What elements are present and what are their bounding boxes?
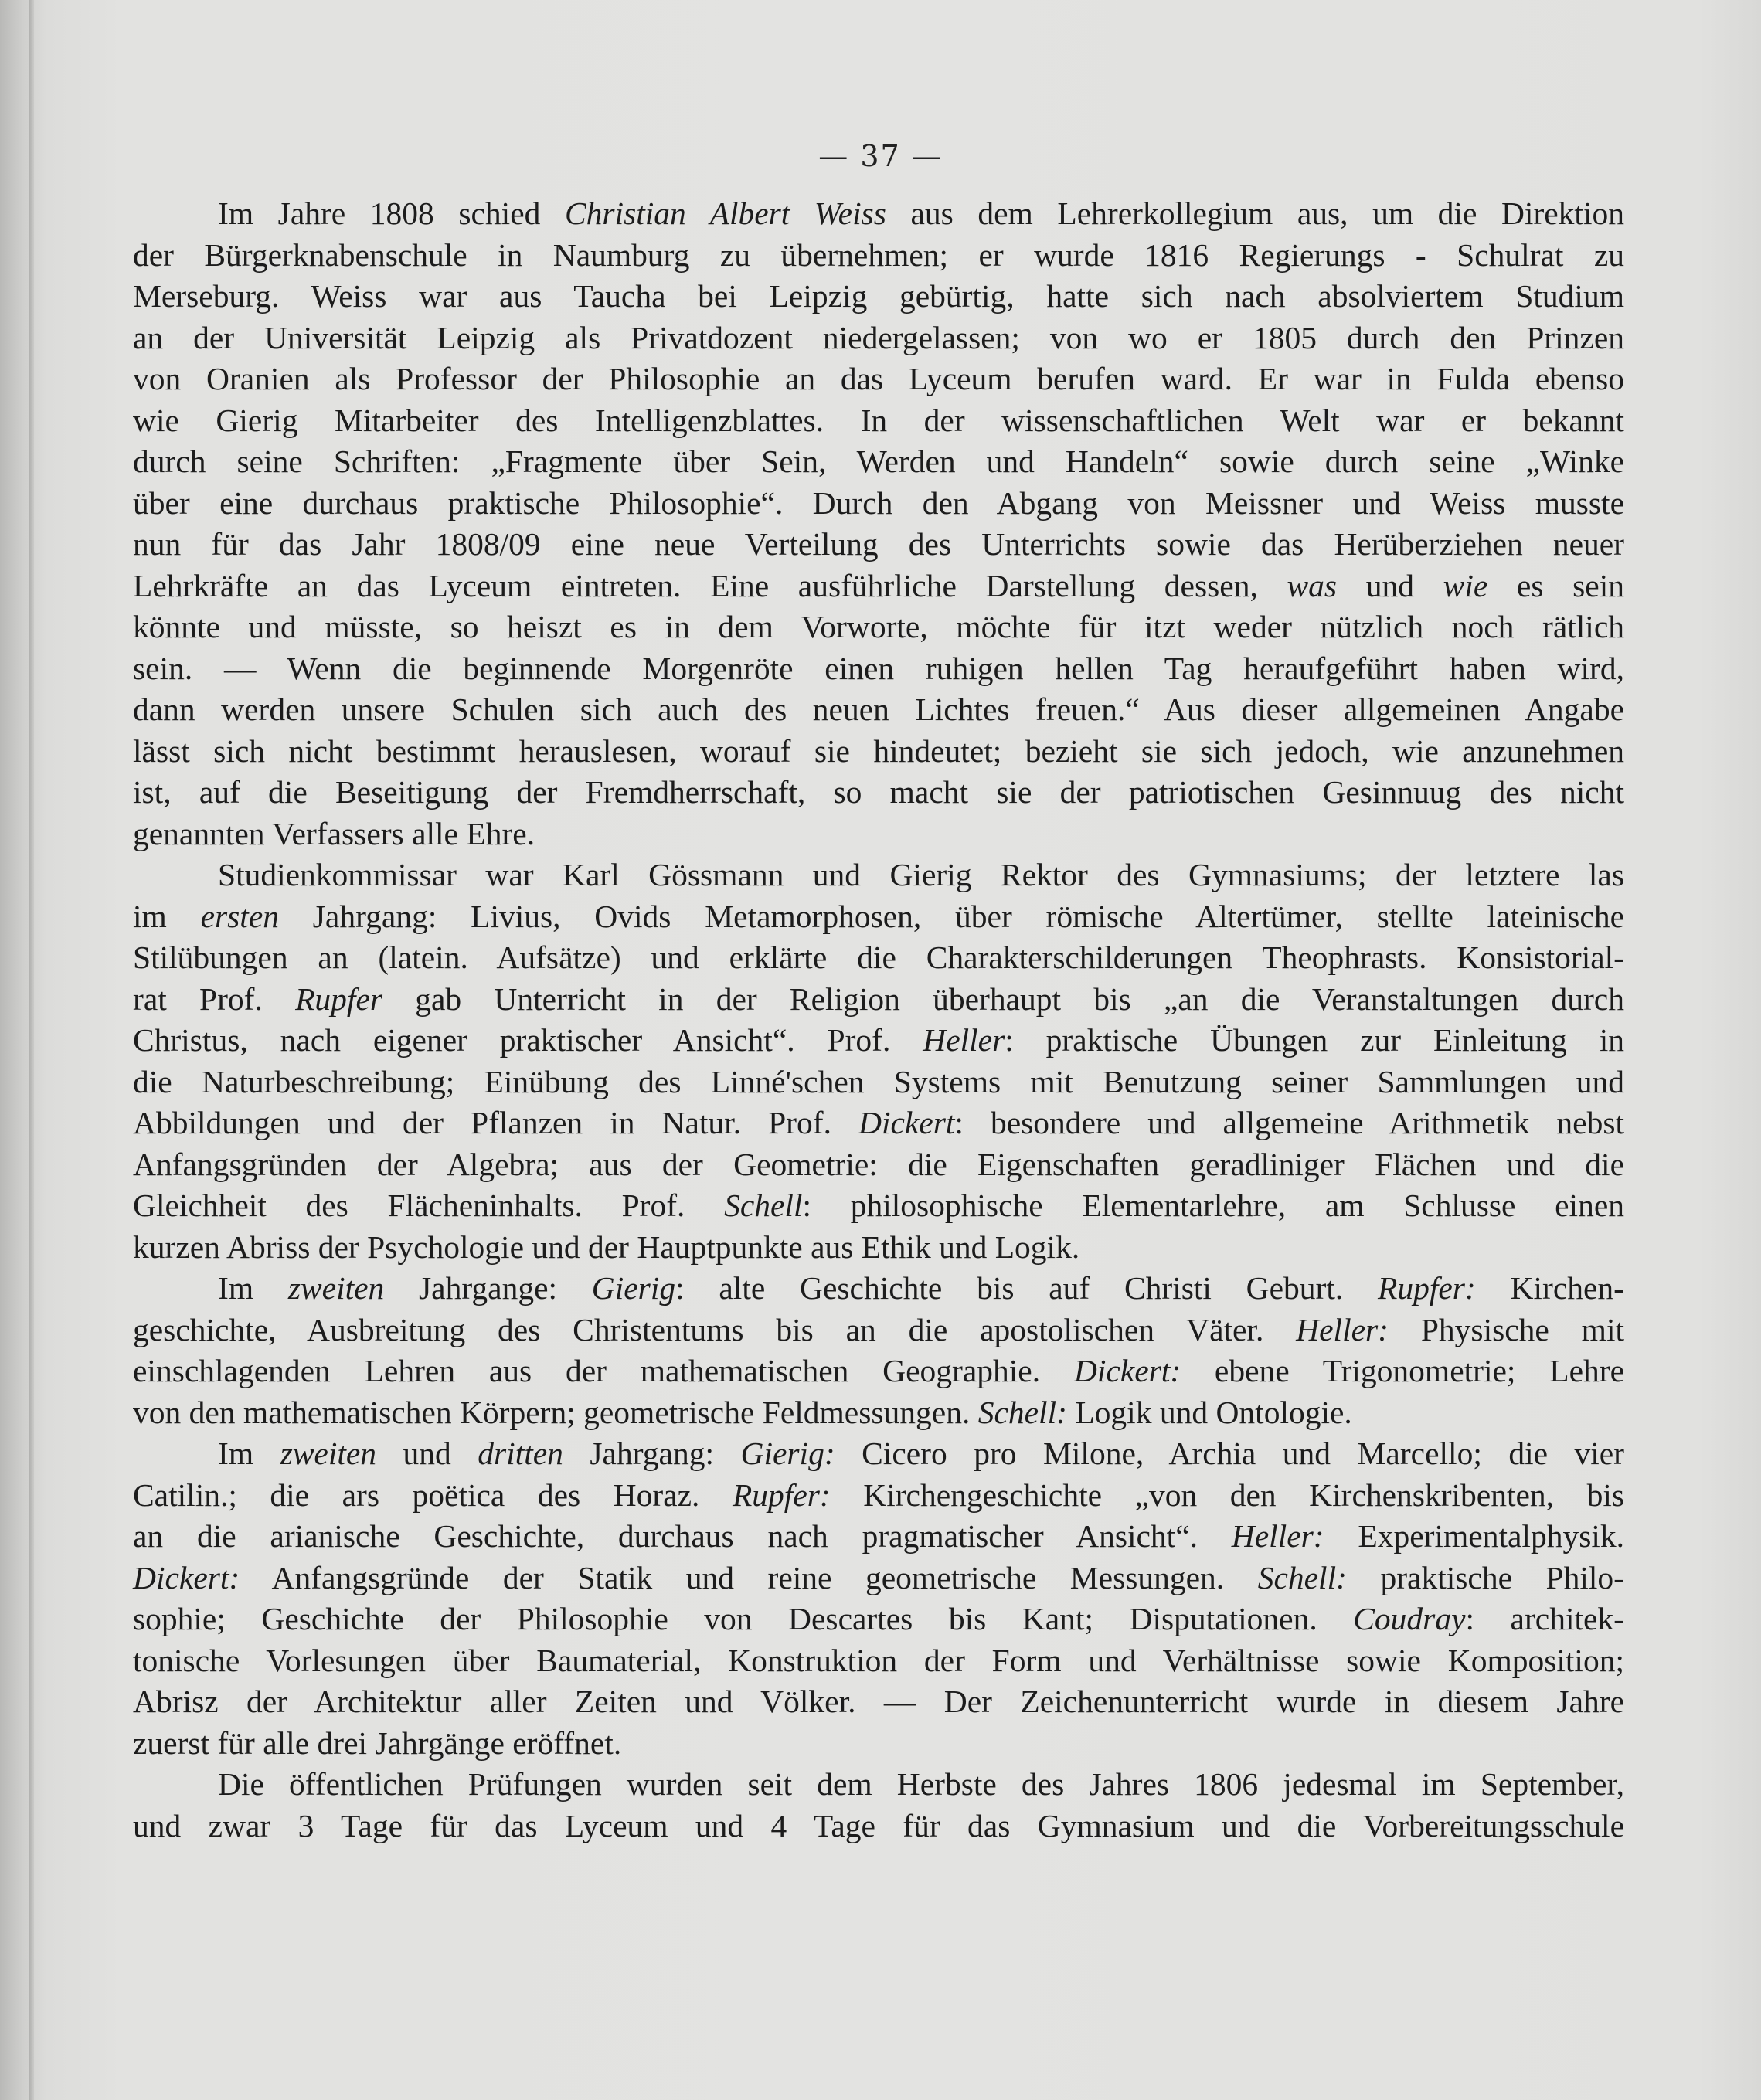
text-line [133,400,1624,442]
text-run: sophie; Geschichte der Philosophie von Descartes bis Kant; Disputationen. [133,1601,1354,1636]
text-run: Cicero pro Milone, Archia und Marcello; die vier [835,1436,1625,1471]
italic-text: Gierig [591,1270,676,1306]
text-run: der Bürgerknabenschule in Naumburg zu übernehmen; er wurde 1816 Regierungs - Schulrat zu [133,236,1624,273]
text-run: aus dem Lehrerkollegium aus, um die Direktion [886,195,1624,231]
text-run: Im [218,1436,280,1471]
italic-text: ersten [200,898,279,934]
text-line [133,1268,1624,1310]
italic-text: Rupfer [295,980,383,1017]
italic-text: zweiten [287,1270,385,1306]
text-line [133,1351,1624,1392]
text-run: kurzen Abriss der Psychologie und der Hauptpunkte aus Ethik und Logik. [133,1228,1080,1265]
text-line [133,276,1624,318]
text-run: : architek- [1465,1601,1624,1636]
text-run: Abbildungen und der Pflanzen in Natur. Prof. [133,1105,858,1140]
text-line [133,1764,1624,1806]
text-run: Kirchen- [1475,1270,1624,1306]
text-run: und [376,1436,478,1471]
text-line [133,648,1624,690]
text-run: nun für das Jahr 1808/09 eine neue Verteilung des Unterrichts sowie das Herüberziehen neuer [133,526,1624,562]
text-run: Merseburg. Weiss war aus Taucha bei Leipzig gebürtig, hatte sich nach absolviertem Studium [133,278,1624,314]
text-run: an der Universität Leipzig als Privatdozent niedergelassen; von wo er 1805 durch den Prinzen [133,319,1624,355]
text-run: von den mathematischen Körpern; geometrische Feldmessungen. [133,1394,978,1430]
text-run: Physische mit [1389,1311,1625,1347]
text-run: Lehrkräfte an das Lyceum eintreten. Eine ausführliche Darstellung dessen, [133,567,1287,603]
text-run: und zwar 3 Tage für das Lyceum und 4 Tage für das Gymnasium und die Vorbereitungsschule [133,1807,1624,1843]
text-run: Catilin.; die ars poëtica des Horaz. [133,1476,733,1513]
italic-text: zweiten [280,1436,377,1471]
text-run: einschlagenden Lehren aus der mathematischen Geographie. [133,1353,1074,1388]
text-line [133,1144,1624,1186]
text-line [133,1723,1624,1765]
text-run: es sein [1487,567,1625,603]
text-line [133,689,1624,731]
text-run: : besondere und allgemeine Arithmetik nebst [954,1105,1624,1140]
text-run: wie Gierig Mitarbeiter des Intelligenzblattes. In der wissenschaftlichen Welt war er bekannt [133,402,1624,438]
text-run: gab Unterricht in der Religion überhaupt bis „an die Veranstaltungen durch [382,980,1624,1017]
italic-text: Gierig: [740,1436,835,1471]
text-run: lässt sich nicht bestimmt herauslesen, worauf sie hindeutet; bezieht sie sich jedoch, wie anzunehmen [133,732,1624,769]
text-run: Die öffentlichen Prüfungen wurden seit dem Herbste des Jahres 1806 jedesmal im September, [218,1766,1624,1802]
text-line [133,855,1624,896]
text-run: von Oranien als Professor der Philosophie an das Lyceum berufen ward. Er war in Fulda ebenso [133,361,1624,396]
text-line [133,731,1624,773]
italic-text: Schell: [977,1394,1067,1430]
text-run: Kirchengeschichte „von den Kirchenskribenten, bis [830,1476,1624,1513]
text-run: Anfangsgründe der Statik und reine geometrische Messungen. [240,1559,1258,1595]
text-line [133,1640,1624,1682]
text-run: ist, auf die Beseitigung der Fremdherrschaft, so macht sie der patriotischen Gesinnuug des nicht [133,774,1624,810]
text-line [133,814,1624,855]
text-run: Im [218,1270,288,1306]
text-run: Experimentalphysik. [1324,1518,1624,1554]
text-run: Jahrgang: [563,1436,741,1471]
italic-text: was [1287,567,1338,603]
text-run: Im Jahre 1808 schied [218,195,565,231]
text-run: und [1337,567,1443,603]
text-run: Christus, nach eigener praktischer Ansicht“. Prof. [133,1022,923,1058]
italic-text: dritten [478,1436,563,1471]
italic-text: Christian Albert Weiss [564,195,886,231]
text-line [133,1227,1624,1269]
text-line [133,1310,1624,1351]
text-line [133,524,1624,566]
body-text [133,193,1624,1847]
text-run: genannten Verfassers alle Ehre. [133,815,535,851]
text-line [133,358,1624,400]
text-line [133,1681,1624,1723]
text-run: : alte Geschichte bis auf Christi Geburt. [675,1270,1378,1306]
text-line [133,235,1624,277]
text-line [133,193,1624,235]
text-run: sein. — Wenn die beginnende Morgenröte einen ruhigen hellen Tag heraufgeführt haben wird, [133,650,1624,686]
text-run: : praktische Übungen zur Einleitung in [1005,1022,1624,1058]
text-line [133,1599,1624,1640]
text-run: Studienkommissar war Karl Gössmann und Gierig Rektor des Gymnasiums; der letztere las [218,857,1624,892]
text-line [133,1558,1624,1599]
italic-text: wie [1443,567,1488,603]
text-line [133,1392,1624,1434]
text-run: Abrisz der Architektur aller Zeiten und Völker. — Der Zeichenunterricht wurde in diesem Jahre [133,1684,1624,1719]
text-line [133,979,1624,1021]
text-line [133,1185,1624,1227]
text-line [133,1433,1624,1475]
italic-text: Heller: [1231,1518,1324,1554]
text-run: tonische Vorlesungen über Baumaterial, Konstruktion der Form und Verhältnisse sowie Komposition; [133,1642,1624,1678]
italic-text: Schell [724,1188,803,1223]
text-run: Anfangsgründen der Algebra; aus der Geometrie: die Eigenschaften geradliniger Flächen und die [133,1146,1624,1182]
text-run: zuerst für alle drei Jahrgänge eröffnet. [133,1725,622,1761]
text-run: über eine durchaus praktische Philosophie“. Durch den Abgang von Meissner und Weiss musste [133,484,1624,521]
text-run: Logik und Ontologie. [1066,1394,1352,1430]
text-run: rat Prof. [133,980,296,1017]
italic-text: Heller [923,1022,1005,1058]
text-line [133,1020,1624,1062]
text-run: geschichte, Ausbreitung des Christentums bis an die apostolischen Väter. [133,1311,1297,1347]
text-run: Jahrgange: [384,1270,592,1306]
text-run: ebene Trigonometrie; Lehre [1181,1353,1624,1388]
italic-text: Dickert: [133,1559,240,1595]
italic-text: Coudray [1353,1601,1466,1636]
text-run: praktische Philo- [1346,1559,1625,1595]
text-line [133,1475,1624,1517]
text-line [133,566,1624,607]
text-line [133,441,1624,483]
text-line [133,1806,1624,1847]
text-run: im [133,898,201,934]
text-line [133,1062,1624,1103]
binding-edge [29,0,34,2100]
text-line [133,1516,1624,1558]
text-run: die Naturbeschreibung; Einübung des Linné'schen Systems mit Benutzung seiner Sammlungen und [133,1063,1624,1099]
text-run: durch seine Schriften: „Fragmente über Sein, Werden und Handeln“ sowie durch seine „Winke [133,443,1624,479]
text-run: Stilübungen an (latein. Aufsätze) und erklärte die Charakterschilderungen Theophrasts. Konsistorial- [133,940,1624,975]
text-line [133,607,1624,648]
italic-text: Schell: [1257,1559,1347,1595]
text-run: dann werden unsere Schulen sich auch des neuen Lichtes freuen.“ Aus dieser allgemeinen Angabe [133,692,1624,727]
text-line [133,772,1624,814]
italic-text: Dickert [858,1105,955,1140]
text-line [133,896,1624,938]
italic-text: Dickert: [1073,1353,1181,1388]
text-line [133,318,1624,359]
text-run: an die arianische Geschichte, durchaus nach pragmatischer Ansicht“. [133,1518,1232,1554]
text-line [133,937,1624,979]
text-run: : philosophische Elementarlehre, am Schlusse einen [802,1188,1624,1223]
text-run: Jahrgang: Livius, Ovids Metamorphosen, über römische Altertümer, stellte lateinische [279,898,1624,934]
text-line [133,1103,1624,1144]
text-run: Gleichheit des Flächeninhalts. Prof. [133,1188,725,1223]
text-run: könnte und müsste, so heiszt es in dem Vorworte, möchte für itzt weder nützlich noch rätlich [133,609,1624,644]
italic-text: Rupfer: [732,1476,831,1513]
text-line [133,483,1624,525]
page-number: — 37 — [818,139,943,173]
italic-text: Rupfer: [1378,1270,1476,1306]
italic-text: Heller: [1296,1311,1389,1347]
